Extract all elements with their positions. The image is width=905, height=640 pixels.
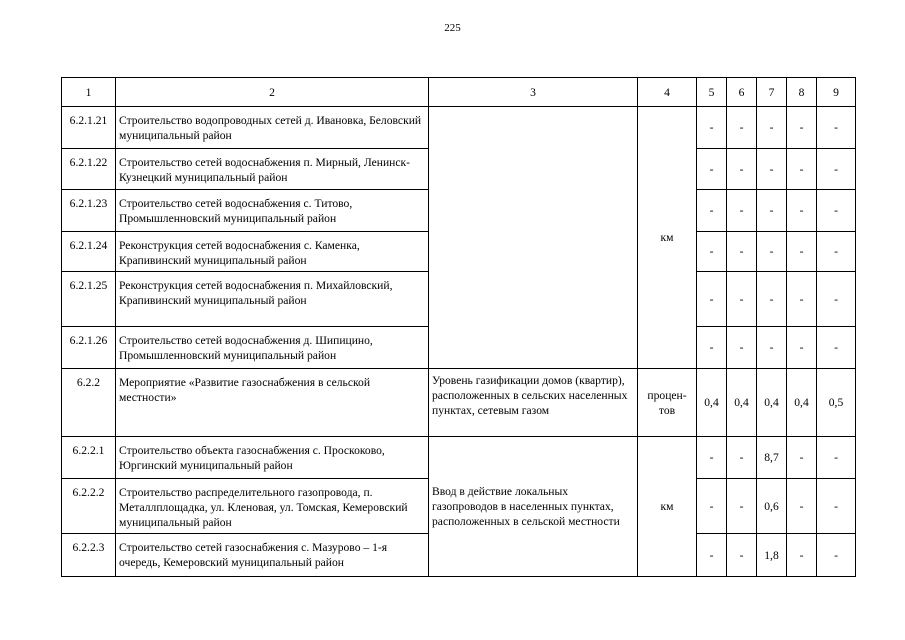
header-cell: 4 — [638, 78, 697, 107]
value-cell: 0,6 — [757, 479, 787, 534]
value-cell: - — [697, 190, 727, 232]
value-cell: 1,8 — [757, 534, 787, 577]
value-cell: - — [817, 534, 856, 577]
value-cell: - — [697, 107, 727, 149]
value-cell: 0,4 — [727, 369, 757, 437]
value-cell: - — [787, 437, 817, 479]
row-number: 6.2.1.24 — [62, 232, 116, 272]
row-name: Строительство сетей водоснабжения с. Титово, Промышленновский муниципальный район — [116, 190, 429, 232]
header-cell: 9 — [817, 78, 856, 107]
value-cell: - — [727, 232, 757, 272]
value-cell: - — [787, 232, 817, 272]
value-cell: 0,5 — [817, 369, 856, 437]
value-cell: - — [787, 272, 817, 327]
row-name: Строительство сетей водоснабжения п. Мирный, Ленинск-Кузнецкий муниципальный район — [116, 149, 429, 190]
header-cell: 7 — [757, 78, 787, 107]
value-cell: - — [697, 272, 727, 327]
value-cell: - — [817, 149, 856, 190]
value-cell: - — [817, 479, 856, 534]
header-cell: 3 — [429, 78, 638, 107]
value-cell: 0,4 — [697, 369, 727, 437]
row-name: Строительство объекта газоснабжения с. Проскоково, Юргинский муниципальный район — [116, 437, 429, 479]
value-cell: 8,7 — [757, 437, 787, 479]
value-cell: - — [817, 107, 856, 149]
row-number: 6.2.1.26 — [62, 327, 116, 369]
value-cell: - — [727, 327, 757, 369]
gas-indicator-cell: Ввод в действие локальных газопроводов в населенных пунктах, расположенных в сельской местности — [429, 437, 638, 577]
value-cell: - — [817, 190, 856, 232]
program-table — [61, 77, 856, 577]
value-cell: - — [787, 479, 817, 534]
value-cell: - — [697, 479, 727, 534]
row-number: 6.2.1.25 — [62, 272, 116, 327]
unit-cell: км — [638, 107, 697, 369]
value-cell: - — [727, 190, 757, 232]
row-name: Реконструкция сетей водоснабжения с. Каменка, Крапивинский муниципальный район — [116, 232, 429, 272]
value-cell: - — [817, 327, 856, 369]
value-cell: - — [757, 190, 787, 232]
header-cell: 1 — [62, 78, 116, 107]
value-cell: - — [727, 107, 757, 149]
value-cell: - — [817, 232, 856, 272]
value-cell: - — [787, 149, 817, 190]
value-cell: - — [727, 272, 757, 327]
row-number: 6.2.1.22 — [62, 149, 116, 190]
value-cell: - — [757, 232, 787, 272]
row-number: 6.2.2.2 — [62, 479, 116, 534]
row-number: 6.2.2.3 — [62, 534, 116, 577]
value-cell: - — [787, 107, 817, 149]
row-number: 6.2.1.21 — [62, 107, 116, 149]
value-cell: - — [727, 479, 757, 534]
row-number: 6.2.1.23 — [62, 190, 116, 232]
header-cell: 5 — [697, 78, 727, 107]
value-cell: - — [697, 437, 727, 479]
value-cell: - — [787, 534, 817, 577]
row-number: 6.2.2.1 — [62, 437, 116, 479]
row-name: Реконструкция сетей водоснабжения п. Михайловский, Крапивинский муниципальный район — [116, 272, 429, 327]
row-name: Мероприятие «Развитие газоснабжения в сельской местности» — [116, 369, 429, 437]
row-name: Строительство водопроводных сетей д. Ивановка, Беловский муниципальный район — [116, 107, 429, 149]
row-name: Строительство распределительного газопровода, п. Металлплощадка, ул. Кленовая, ул. Томская, Кемеровский муниципальный район — [116, 479, 429, 534]
value-cell: - — [817, 272, 856, 327]
row-number: 6.2.2 — [62, 369, 116, 437]
header-cell: 6 — [727, 78, 757, 107]
value-cell: - — [697, 534, 727, 577]
value-cell: - — [697, 232, 727, 272]
table-row — [62, 437, 856, 479]
value-cell: - — [727, 437, 757, 479]
value-cell: - — [787, 190, 817, 232]
table-row — [62, 107, 856, 149]
value-cell: 0,4 — [787, 369, 817, 437]
value-cell: - — [817, 437, 856, 479]
header-cell: 2 — [116, 78, 429, 107]
unit-cell: км — [638, 437, 697, 577]
header-row — [62, 78, 856, 107]
row-name: Строительство сетей газоснабжения с. Мазурово – 1-я очередь, Кемеровский муниципальный район — [116, 534, 429, 577]
value-cell: - — [697, 327, 727, 369]
value-cell: - — [727, 149, 757, 190]
row-name: Строительство сетей водоснабжения д. Шипицино, Промышленновский муниципальный район — [116, 327, 429, 369]
value-cell: 0,4 — [757, 369, 787, 437]
header-cell: 8 — [787, 78, 817, 107]
value-cell: - — [787, 327, 817, 369]
indicator-cell: Уровень газификации домов (квартир), расположенных в сельских населенных пунктах, сетевым газом — [429, 369, 638, 437]
value-cell: - — [757, 107, 787, 149]
value-cell: - — [697, 149, 727, 190]
value-cell: - — [757, 272, 787, 327]
value-cell: - — [757, 327, 787, 369]
value-cell: - — [727, 534, 757, 577]
unit-cell: процен-тов — [638, 369, 697, 437]
water-indicator-cell — [429, 107, 638, 369]
table-row — [62, 369, 856, 437]
page-number: 225 — [444, 22, 461, 34]
value-cell: - — [757, 149, 787, 190]
